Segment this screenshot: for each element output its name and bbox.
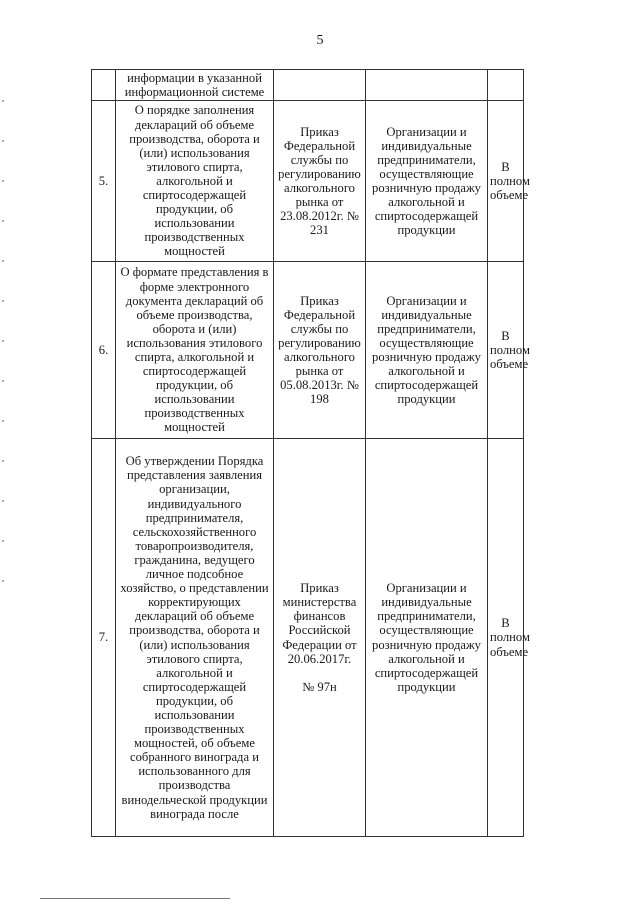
act-reference: Приказ Федеральной службы по регулированию алкогольного рынка от 23.08.2012г. № 231	[274, 101, 366, 262]
row-number: 5.	[92, 101, 116, 262]
act-number: № 97н	[302, 679, 337, 694]
act-reference: Приказ министерства финансов Российской Федерации от 20.06.2017г.	[282, 581, 357, 666]
continuation-extent-cell	[488, 70, 524, 101]
continuation-act-cell	[274, 70, 366, 101]
act-reference-cell	[274, 439, 366, 837]
application-extent: В полном объеме	[488, 101, 524, 262]
row-number: 6.	[92, 262, 116, 439]
continuation-number-cell	[92, 70, 116, 101]
application-extent: В полном объеме	[488, 262, 524, 439]
table-row	[92, 262, 524, 439]
page-number: 5	[316, 33, 324, 48]
act-reference: Приказ Федеральной службы по регулированию алкогольного рынка от 05.08.2013г. № 198	[274, 262, 366, 439]
application-extent: В полном объеме	[488, 439, 524, 837]
table-row	[92, 439, 524, 837]
margin-scan-marks	[2, 100, 4, 620]
continuation-applies-cell	[366, 70, 488, 101]
acts-table	[91, 69, 530, 837]
table-row	[92, 101, 524, 262]
applies-to: Организации и индивидуальные предприниматели, осуществляющие розничную продажу алкогольной и спиртосодержащей продукции	[366, 101, 488, 262]
act-title: Об утверждении Порядка представления заявления организации, индивидуального предпринимателя, сельскохозяйственного товаропроизводителя, гражданина, ведущего личное подсобное хозяйство, о представлении корректирующих деклараций об объеме производства, оборота и (или) использования этилового спирта, алкогольной и спиртосодержащей продукции, об использовании производственных мощностей, об объеме собранного винограда и использованного для производства винодельческой продукции винограда после	[116, 439, 274, 837]
act-title: О формате представления в форме электронного документа деклараций об объеме производства, оборота и (или) использования этилового спирта, алкогольной и спиртосодержащей продукции, об использовании производственных мощностей	[116, 262, 274, 439]
table-row-continuation	[92, 70, 524, 101]
row-number: 7.	[92, 439, 116, 837]
applies-to: Организации и индивидуальные предприниматели, осуществляющие розничную продажу алкогольной и спиртосодержащей продукции	[366, 439, 488, 837]
applies-to: Организации и индивидуальные предприниматели, осуществляющие розничную продажу алкогольной и спиртосодержащей продукции	[366, 262, 488, 439]
bottom-divider	[40, 898, 230, 899]
act-title: О порядке заполнения деклараций об объеме производства, оборота и (или) использования этилового спирта, алкогольной и спиртосодержащей продукции, об использовании производственных мощностей	[116, 101, 274, 262]
continuation-name-cell: информации в указанной информационной системе	[116, 70, 274, 101]
